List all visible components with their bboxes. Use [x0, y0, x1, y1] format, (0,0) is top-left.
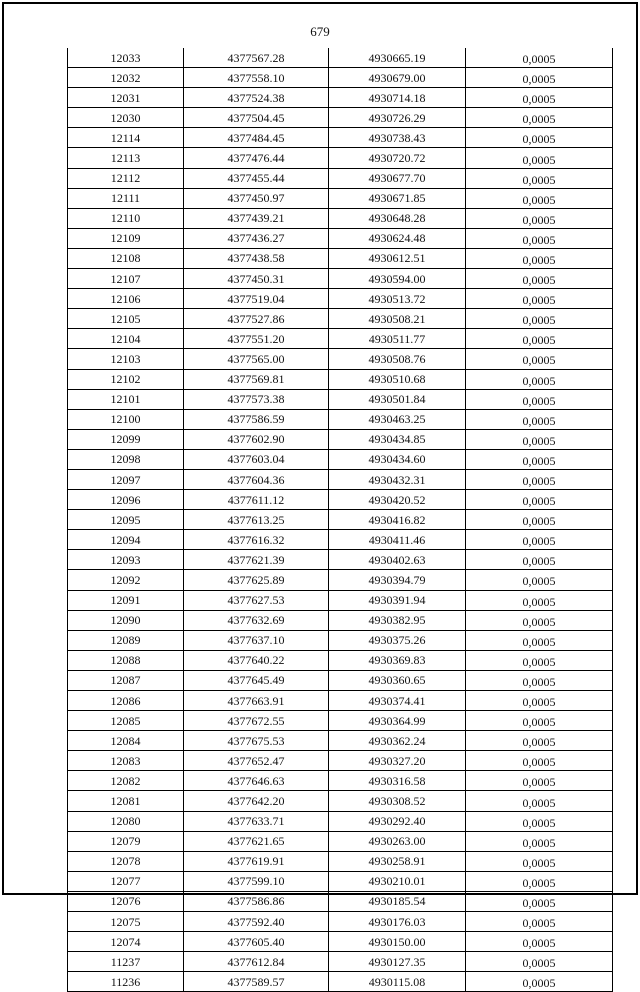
x-coordinate-cell: 4377603.04: [184, 449, 329, 469]
x-coordinate-cell: 4377558.10: [184, 68, 329, 88]
y-coordinate-cell: 4930394.79: [329, 570, 466, 590]
x-coordinate-cell: 4377527.86: [184, 309, 329, 329]
x-coordinate-cell: 4377567.28: [184, 48, 329, 68]
point-id-cell: 12078: [68, 851, 184, 871]
point-id-cell: 12033: [68, 48, 184, 68]
point-id-cell: 12091: [68, 590, 184, 610]
point-id-cell: 12032: [68, 68, 184, 88]
point-id-cell: 12100: [68, 409, 184, 429]
x-coordinate-cell: 4377640.22: [184, 650, 329, 670]
y-coordinate-cell: 4930648.28: [329, 208, 466, 228]
table-row: [68, 490, 613, 510]
table-row: [68, 912, 613, 932]
x-coordinate-cell: 4377663.91: [184, 691, 329, 711]
value-cell: 0,0005: [466, 871, 613, 891]
value-cell: 0,0005: [466, 691, 613, 711]
x-coordinate-cell: 4377438.58: [184, 248, 329, 268]
y-coordinate-cell: 4930258.91: [329, 851, 466, 871]
point-id-cell: 12102: [68, 369, 184, 389]
coordinates-table: [67, 48, 613, 992]
value-cell: 0,0005: [466, 831, 613, 851]
table-row: [68, 570, 613, 590]
y-coordinate-cell: 4930432.31: [329, 469, 466, 489]
table-row: [68, 590, 613, 610]
x-coordinate-cell: 4377605.40: [184, 932, 329, 952]
point-id-cell: 12108: [68, 248, 184, 268]
point-id-cell: 12112: [68, 168, 184, 188]
value-cell: 0,0005: [466, 449, 613, 469]
table-row: [68, 269, 613, 289]
y-coordinate-cell: 4930115.08: [329, 972, 466, 992]
point-id-cell: 12103: [68, 349, 184, 369]
x-coordinate-cell: 4377439.21: [184, 208, 329, 228]
y-coordinate-cell: 4930150.00: [329, 932, 466, 952]
value-cell: 0,0005: [466, 791, 613, 811]
point-id-cell: 12076: [68, 891, 184, 911]
point-id-cell: 12089: [68, 630, 184, 650]
y-coordinate-cell: 4930624.48: [329, 228, 466, 248]
table-row: [68, 831, 613, 851]
point-id-cell: 12077: [68, 871, 184, 891]
table-row: [68, 389, 613, 409]
table-row: [68, 851, 613, 871]
value-cell: 0,0005: [466, 148, 613, 168]
table-row: [68, 972, 613, 992]
table-row: [68, 650, 613, 670]
y-coordinate-cell: 4930665.19: [329, 48, 466, 68]
table-row: [68, 88, 613, 108]
y-coordinate-cell: 4930369.83: [329, 650, 466, 670]
y-coordinate-cell: 4930382.95: [329, 610, 466, 630]
table-row: [68, 329, 613, 349]
y-coordinate-cell: 4930327.20: [329, 751, 466, 771]
value-cell: 0,0005: [466, 289, 613, 309]
point-id-cell: 12094: [68, 530, 184, 550]
table-row: [68, 208, 613, 228]
value-cell: 0,0005: [466, 168, 613, 188]
point-id-cell: 12082: [68, 771, 184, 791]
value-cell: 0,0005: [466, 590, 613, 610]
point-id-cell: 12110: [68, 208, 184, 228]
table-row: [68, 289, 613, 309]
table-row: [68, 349, 613, 369]
table-row: [68, 550, 613, 570]
x-coordinate-cell: 4377619.91: [184, 851, 329, 871]
value-cell: 0,0005: [466, 851, 613, 871]
point-id-cell: 12107: [68, 269, 184, 289]
point-id-cell: 12074: [68, 932, 184, 952]
x-coordinate-cell: 4377646.63: [184, 771, 329, 791]
x-coordinate-cell: 4377484.45: [184, 128, 329, 148]
value-cell: 0,0005: [466, 650, 613, 670]
table-row: [68, 409, 613, 429]
x-coordinate-cell: 4377611.12: [184, 490, 329, 510]
table-row: [68, 248, 613, 268]
point-id-cell: 12081: [68, 791, 184, 811]
table-row: [68, 48, 613, 68]
table-row: [68, 610, 613, 630]
x-coordinate-cell: 4377504.45: [184, 108, 329, 128]
table-row: [68, 369, 613, 389]
table-row: [68, 952, 613, 972]
x-coordinate-cell: 4377436.27: [184, 228, 329, 248]
point-id-cell: 12104: [68, 329, 184, 349]
coordinates-table-body: [68, 48, 613, 992]
point-id-cell: 12096: [68, 490, 184, 510]
value-cell: 0,0005: [466, 128, 613, 148]
x-coordinate-cell: 4377627.53: [184, 590, 329, 610]
y-coordinate-cell: 4930434.60: [329, 449, 466, 469]
x-coordinate-cell: 4377612.84: [184, 952, 329, 972]
point-id-cell: 11236: [68, 972, 184, 992]
point-id-cell: 12088: [68, 650, 184, 670]
point-id-cell: 12106: [68, 289, 184, 309]
x-coordinate-cell: 4377476.44: [184, 148, 329, 168]
y-coordinate-cell: 4930714.18: [329, 88, 466, 108]
value-cell: 0,0005: [466, 108, 613, 128]
value-cell: 0,0005: [466, 610, 613, 630]
y-coordinate-cell: 4930726.29: [329, 108, 466, 128]
y-coordinate-cell: 4930176.03: [329, 912, 466, 932]
x-coordinate-cell: 4377621.39: [184, 550, 329, 570]
point-id-cell: 12114: [68, 128, 184, 148]
value-cell: 0,0005: [466, 48, 613, 68]
point-id-cell: 12085: [68, 711, 184, 731]
value-cell: 0,0005: [466, 952, 613, 972]
y-coordinate-cell: 4930671.85: [329, 188, 466, 208]
value-cell: 0,0005: [466, 469, 613, 489]
x-coordinate-cell: 4377637.10: [184, 630, 329, 650]
value-cell: 0,0005: [466, 751, 613, 771]
y-coordinate-cell: 4930738.43: [329, 128, 466, 148]
table-row: [68, 128, 613, 148]
point-id-cell: 12101: [68, 389, 184, 409]
value-cell: 0,0005: [466, 349, 613, 369]
table-row: [68, 148, 613, 168]
value-cell: 0,0005: [466, 630, 613, 650]
table-row: [68, 309, 613, 329]
table-row: [68, 68, 613, 88]
value-cell: 0,0005: [466, 88, 613, 108]
y-coordinate-cell: 4930416.82: [329, 510, 466, 530]
value-cell: 0,0005: [466, 208, 613, 228]
y-coordinate-cell: 4930316.58: [329, 771, 466, 791]
y-coordinate-cell: 4930374.41: [329, 691, 466, 711]
value-cell: 0,0005: [466, 972, 613, 992]
y-coordinate-cell: 4930362.24: [329, 731, 466, 751]
table-row: [68, 228, 613, 248]
x-coordinate-cell: 4377613.25: [184, 510, 329, 530]
y-coordinate-cell: 4930185.54: [329, 891, 466, 911]
x-coordinate-cell: 4377450.31: [184, 269, 329, 289]
y-coordinate-cell: 4930612.51: [329, 248, 466, 268]
table-row: [68, 168, 613, 188]
point-id-cell: 12092: [68, 570, 184, 590]
table-row: [68, 791, 613, 811]
x-coordinate-cell: 4377625.89: [184, 570, 329, 590]
x-coordinate-cell: 4377633.71: [184, 811, 329, 831]
table-row: [68, 731, 613, 751]
value-cell: 0,0005: [466, 68, 613, 88]
y-coordinate-cell: 4930508.21: [329, 309, 466, 329]
x-coordinate-cell: 4377602.90: [184, 429, 329, 449]
value-cell: 0,0005: [466, 670, 613, 690]
table-row: [68, 469, 613, 489]
point-id-cell: 12030: [68, 108, 184, 128]
y-coordinate-cell: 4930402.63: [329, 550, 466, 570]
table-row: [68, 449, 613, 469]
y-coordinate-cell: 4930364.99: [329, 711, 466, 731]
y-coordinate-cell: 4930594.00: [329, 269, 466, 289]
x-coordinate-cell: 4377632.69: [184, 610, 329, 630]
x-coordinate-cell: 4377519.04: [184, 289, 329, 309]
table-row: [68, 711, 613, 731]
y-coordinate-cell: 4930434.85: [329, 429, 466, 449]
y-coordinate-cell: 4930411.46: [329, 530, 466, 550]
table-row: [68, 751, 613, 771]
value-cell: 0,0005: [466, 530, 613, 550]
point-id-cell: 12099: [68, 429, 184, 449]
y-coordinate-cell: 4930391.94: [329, 590, 466, 610]
y-coordinate-cell: 4930720.72: [329, 148, 466, 168]
value-cell: 0,0005: [466, 731, 613, 751]
value-cell: 0,0005: [466, 891, 613, 911]
x-coordinate-cell: 4377551.20: [184, 329, 329, 349]
point-id-cell: 12080: [68, 811, 184, 831]
y-coordinate-cell: 4930501.84: [329, 389, 466, 409]
point-id-cell: 12084: [68, 731, 184, 751]
table-row: [68, 188, 613, 208]
x-coordinate-cell: 4377565.00: [184, 349, 329, 369]
y-coordinate-cell: 4930513.72: [329, 289, 466, 309]
point-id-cell: 12093: [68, 550, 184, 570]
y-coordinate-cell: 4930677.70: [329, 168, 466, 188]
y-coordinate-cell: 4930510.68: [329, 369, 466, 389]
value-cell: 0,0005: [466, 811, 613, 831]
x-coordinate-cell: 4377642.20: [184, 791, 329, 811]
x-coordinate-cell: 4377599.10: [184, 871, 329, 891]
point-id-cell: 12097: [68, 469, 184, 489]
point-id-cell: 12105: [68, 309, 184, 329]
x-coordinate-cell: 4377616.32: [184, 530, 329, 550]
y-coordinate-cell: 4930127.35: [329, 952, 466, 972]
table-row: [68, 771, 613, 791]
table-row: [68, 630, 613, 650]
coordinates-table-container: [67, 48, 608, 992]
value-cell: 0,0005: [466, 932, 613, 952]
value-cell: 0,0005: [466, 771, 613, 791]
point-id-cell: 12109: [68, 228, 184, 248]
y-coordinate-cell: 4930679.00: [329, 68, 466, 88]
value-cell: 0,0005: [466, 228, 613, 248]
point-id-cell: 12083: [68, 751, 184, 771]
value-cell: 0,0005: [466, 429, 613, 449]
table-row: [68, 932, 613, 952]
table-row: [68, 510, 613, 530]
y-coordinate-cell: 4930508.76: [329, 349, 466, 369]
x-coordinate-cell: 4377592.40: [184, 912, 329, 932]
table-row: [68, 691, 613, 711]
point-id-cell: 12086: [68, 691, 184, 711]
x-coordinate-cell: 4377569.81: [184, 369, 329, 389]
point-id-cell: 12095: [68, 510, 184, 530]
point-id-cell: 12111: [68, 188, 184, 208]
table-row: [68, 530, 613, 550]
point-id-cell: 12075: [68, 912, 184, 932]
y-coordinate-cell: 4930360.65: [329, 670, 466, 690]
value-cell: 0,0005: [466, 269, 613, 289]
y-coordinate-cell: 4930420.52: [329, 490, 466, 510]
value-cell: 0,0005: [466, 912, 613, 932]
y-coordinate-cell: 4930375.26: [329, 630, 466, 650]
y-coordinate-cell: 4930292.40: [329, 811, 466, 831]
table-row: [68, 670, 613, 690]
point-id-cell: 11237: [68, 952, 184, 972]
y-coordinate-cell: 4930511.77: [329, 329, 466, 349]
point-id-cell: 12090: [68, 610, 184, 630]
x-coordinate-cell: 4377573.38: [184, 389, 329, 409]
x-coordinate-cell: 4377621.65: [184, 831, 329, 851]
value-cell: 0,0005: [466, 248, 613, 268]
value-cell: 0,0005: [466, 550, 613, 570]
x-coordinate-cell: 4377450.97: [184, 188, 329, 208]
x-coordinate-cell: 4377604.36: [184, 469, 329, 489]
value-cell: 0,0005: [466, 711, 613, 731]
value-cell: 0,0005: [466, 409, 613, 429]
x-coordinate-cell: 4377675.53: [184, 731, 329, 751]
value-cell: 0,0005: [466, 369, 613, 389]
x-coordinate-cell: 4377586.59: [184, 409, 329, 429]
x-coordinate-cell: 4377455.44: [184, 168, 329, 188]
y-coordinate-cell: 4930263.00: [329, 831, 466, 851]
value-cell: 0,0005: [466, 490, 613, 510]
value-cell: 0,0005: [466, 188, 613, 208]
value-cell: 0,0005: [466, 329, 613, 349]
point-id-cell: 12031: [68, 88, 184, 108]
point-id-cell: 12079: [68, 831, 184, 851]
page-number: 679: [310, 24, 330, 39]
y-coordinate-cell: 4930210.01: [329, 871, 466, 891]
y-coordinate-cell: 4930463.25: [329, 409, 466, 429]
table-row: [68, 429, 613, 449]
point-id-cell: 12087: [68, 670, 184, 690]
point-id-cell: 12113: [68, 148, 184, 168]
point-id-cell: 12098: [68, 449, 184, 469]
value-cell: 0,0005: [466, 309, 613, 329]
x-coordinate-cell: 4377645.49: [184, 670, 329, 690]
value-cell: 0,0005: [466, 389, 613, 409]
value-cell: 0,0005: [466, 570, 613, 590]
x-coordinate-cell: 4377586.86: [184, 891, 329, 911]
table-row: [68, 108, 613, 128]
value-cell: 0,0005: [466, 510, 613, 530]
x-coordinate-cell: 4377589.57: [184, 972, 329, 992]
x-coordinate-cell: 4377524.38: [184, 88, 329, 108]
x-coordinate-cell: 4377652.47: [184, 751, 329, 771]
table-row: [68, 871, 613, 891]
table-row: [68, 811, 613, 831]
x-coordinate-cell: 4377672.55: [184, 711, 329, 731]
table-row: [68, 891, 613, 911]
y-coordinate-cell: 4930308.52: [329, 791, 466, 811]
